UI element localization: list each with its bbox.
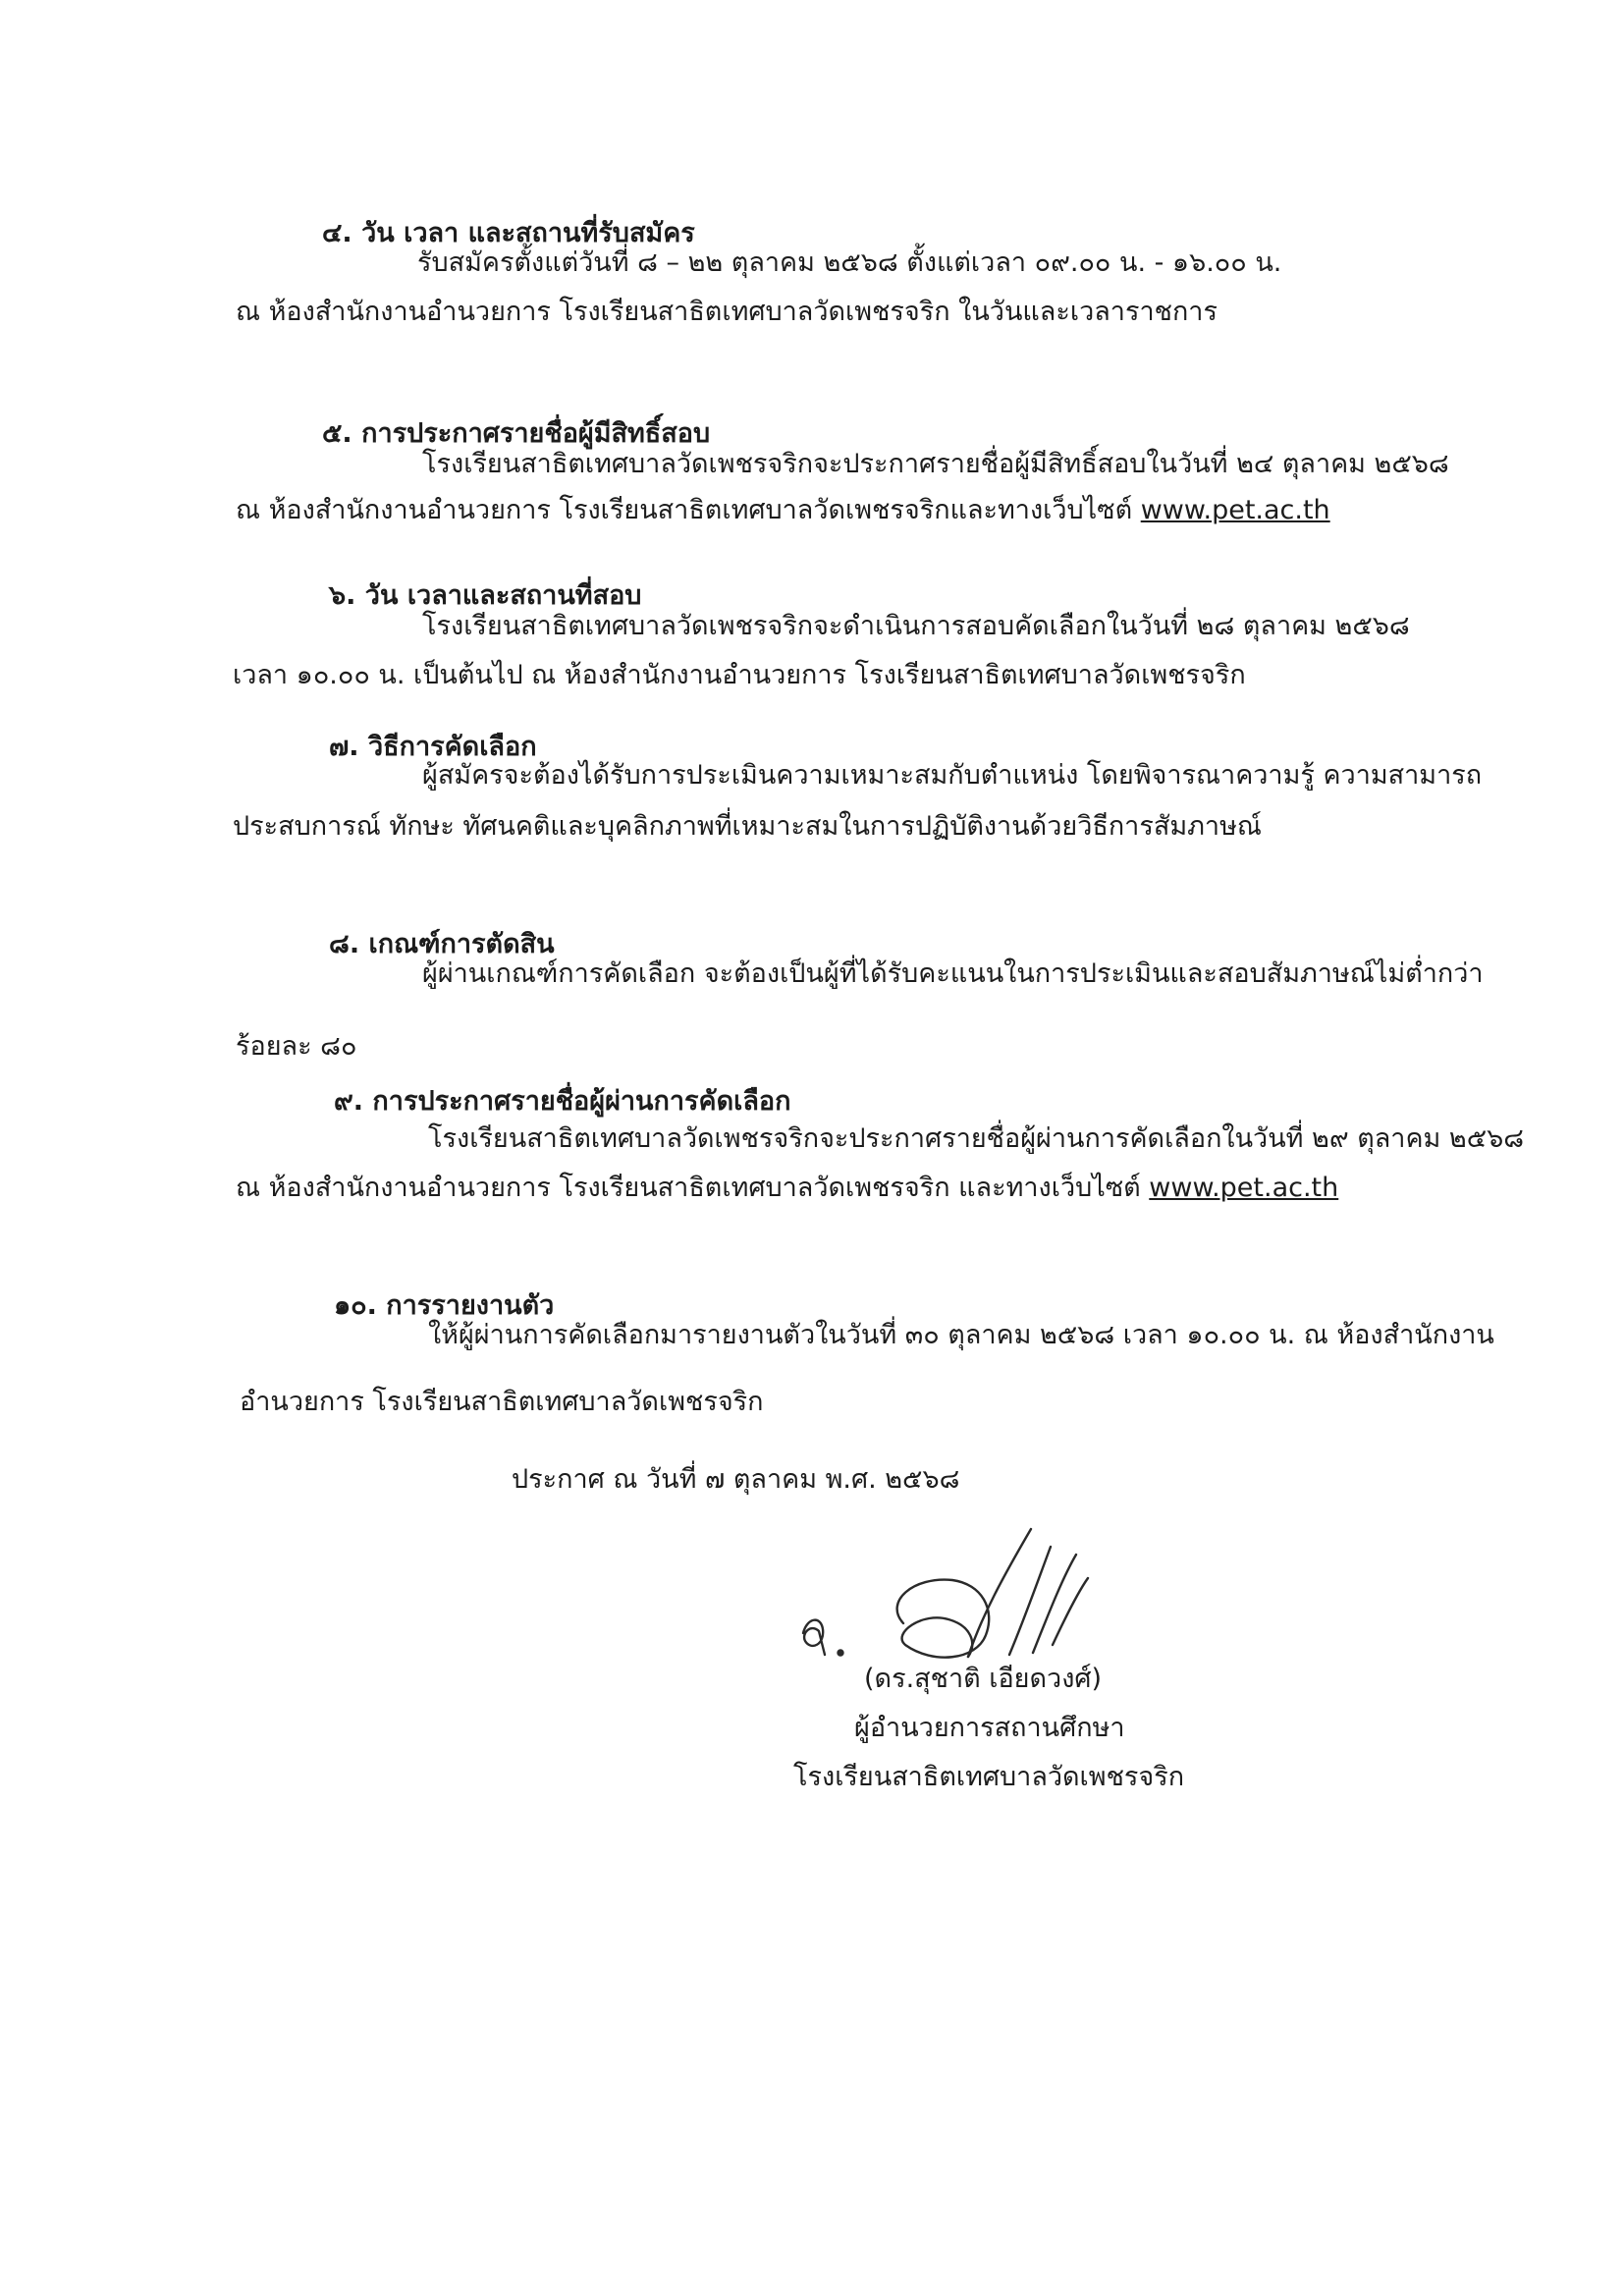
section-4-line-2: ณ ห้องสำนักงานอำนวยการ โรงเรียนสาธิตเทศบาลวัดเพชรจริก ในวันและเวลาราชการ — [236, 297, 1218, 327]
signer-school: โรงเรียนสาธิตเทศบาลวัดเพชรจริก — [793, 1762, 1185, 1792]
section-9-heading: ๙. การประกาศรายชื่อผู้ผ่านการคัดเลือก — [334, 1086, 791, 1117]
section-5-heading: ๕. การประกาศรายชื่อผู้มีสิทธิ์สอบ — [322, 418, 711, 449]
section-6-line-1: โรงเรียนสาธิตเทศบาลวัดเพชรจริกจะดำเนินการสอบคัดเลือกในวันที่ ๒๘ ตุลาคม ๒๕๖๘ — [422, 611, 1410, 641]
section-8-heading: ๘. เกณฑ์การตัดสิน — [329, 929, 555, 959]
section-5-line-1: โรงเรียนสาธิตเทศบาลวัดเพชรจริกจะประกาศรายชื่อผู้มีสิทธิ์สอบในวันที่ ๒๔ ตุลาคม ๒๕๖๘ — [422, 449, 1449, 479]
section-5-line-2-text: ณ ห้องสำนักงานอำนวยการ โรงเรียนสาธิตเทศบาลวัดเพชรจริกและทางเว็บไซต์ — [236, 495, 1141, 525]
section-4-heading: ๔. วัน เวลา และสถานที่รับสมัคร — [322, 218, 695, 248]
section-7-line-1: ผู้สมัครจะต้องได้รับการประเมินความเหมาะสมกับตำแหน่ง โดยพิจารณาความรู้ ความสามารถ — [422, 760, 1483, 791]
section-6-line-2: เวลา ๑๐.๐๐ น. เป็นต้นไป ณ ห้องสำนักงานอำนวยการ โรงเรียนสาธิตเทศบาลวัดเพชรจริก — [233, 660, 1246, 690]
signer-name: (ดร.สุชาติ เอียดวงศ์) — [864, 1664, 1103, 1694]
signer-position: ผู้อำนวยการสถานศึกษา — [854, 1713, 1125, 1743]
section-6-heading: ๖. วัน เวลาและสถานที่สอบ — [329, 580, 642, 611]
section-9-line-1: โรงเรียนสาธิตเทศบาลวัดเพชรจริกจะประกาศรายชื่อผู้ผ่านการคัดเลือกในวันที่ ๒๙ ตุลาคม ๒๕๖๘ — [428, 1123, 1525, 1154]
section-5-line-2 — [236, 491, 1330, 530]
section-4-line-1: รับสมัครตั้งแต่วันที่ ๘ – ๒๒ ตุลาคม ๒๕๖๘ ตั้งแต่เวลา ๐๙.๐๐ น. - ๑๖.๐๐ น. — [417, 247, 1282, 278]
section-10-heading: ๑๐. การรายงานตัว — [334, 1290, 555, 1321]
website-link[interactable]: www.pet.ac.th — [1140, 495, 1330, 525]
section-9-line-2-text: ณ ห้องสำนักงานอำนวยการ โรงเรียนสาธิตเทศบาลวัดเพชรจริก และทางเว็บไซต์ — [236, 1173, 1150, 1203]
section-10-line-1: ให้ผู้ผ่านการคัดเลือกมารายงานตัวในวันที่ ๓๐ ตุลาคม ๒๕๖๘ เวลา ๑๐.๐๐ น. ณ ห้องสำนักงาน — [428, 1320, 1494, 1350]
section-8-line-1: ผู้ผ่านเกณฑ์การคัดเลือก จะต้องเป็นผู้ที่ได้รับคะแนนในการประเมินและสอบสัมภาษณ์ไม่ต่ำกว่า — [422, 958, 1484, 989]
announcement-date: ประกาศ ณ วันที่ ๗ ตุลาคม พ.ศ. ๒๕๖๘ — [512, 1464, 960, 1495]
section-7-line-2: ประสบการณ์ ทักษะ ทัศนคติและบุคลิกภาพที่เหมาะสมในการปฏิบัติงานด้วยวิธีการสัมภาษณ์ — [233, 811, 1262, 842]
website-link[interactable]: www.pet.ac.th — [1149, 1173, 1339, 1203]
section-8-line-2: ร้อยละ ๘๐ — [236, 1031, 357, 1062]
section-10-line-2: อำนวยการ โรงเรียนสาธิตเทศบาลวัดเพชรจริก — [240, 1387, 764, 1417]
section-9-line-2 — [236, 1169, 1338, 1208]
signature-icon — [785, 1507, 1139, 1679]
section-7-heading: ๗. วิธีการคัดเลือก — [329, 732, 537, 762]
